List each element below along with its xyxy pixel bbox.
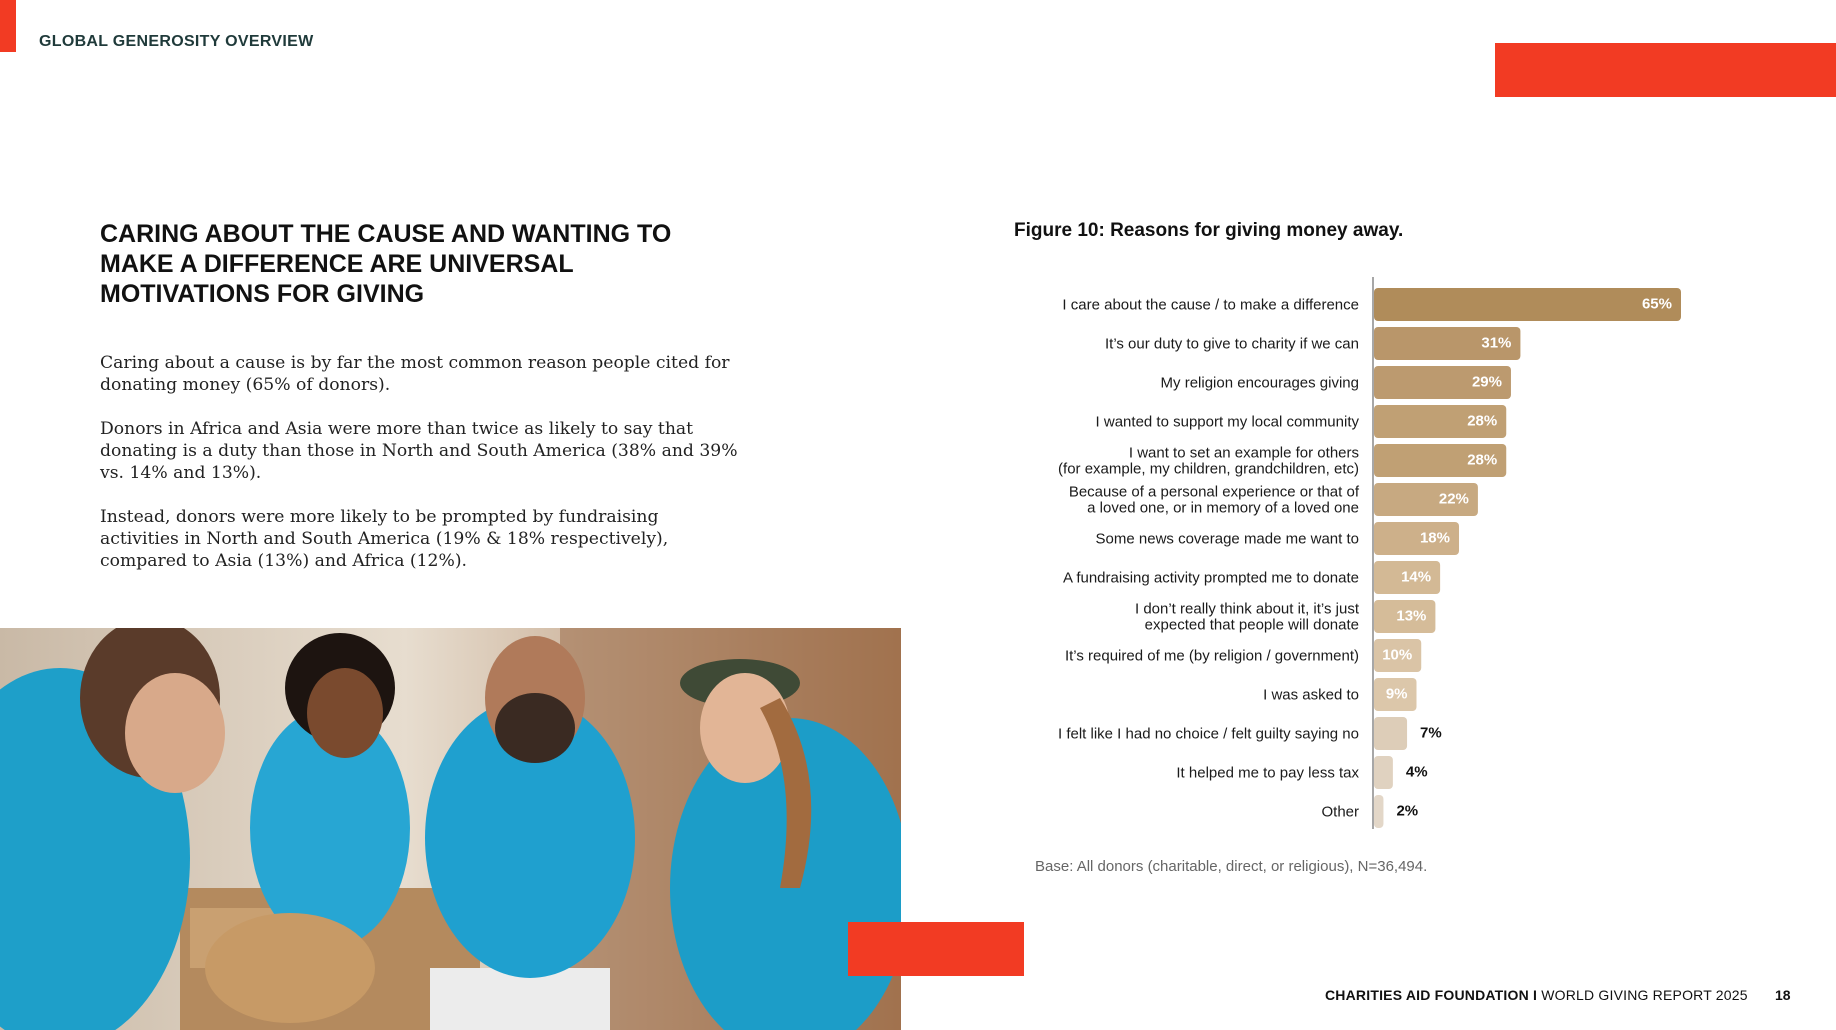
chart-value-label: 9%: [1385, 685, 1408, 703]
chart-value-label: 31%: [1481, 334, 1512, 352]
chart-value-label: 28%: [1467, 412, 1498, 430]
chart-value-label: 2%: [1396, 802, 1419, 820]
chart-category-label: Some news coverage made me want to: [1095, 530, 1359, 548]
chart-bar: [1374, 288, 1681, 321]
paragraph: Donors in Africa and Asia were more than twice as likely to say that donating is a duty than those in North and South America (38% and 39% vs. 14% and 13%).: [100, 419, 738, 483]
chart-category-label: I felt like I had no choice / felt guilty saying no: [1057, 725, 1359, 743]
chart-value-label: 7%: [1420, 724, 1442, 742]
chart-value-label: 65%: [1641, 295, 1672, 313]
chart-category-label: I don’t really think about it, it’s just expected that people will donate: [1134, 600, 1359, 634]
chart-value-label: 14%: [1401, 568, 1432, 586]
section-label: GLOBAL GENEROSITY OVERVIEW: [39, 33, 314, 50]
volunteers-photo-illustration: [0, 628, 901, 1030]
chart-value-label: 28%: [1467, 451, 1498, 469]
figure-base-note: Base: All donors (charitable, direct, or religious), N=36,494.: [1035, 858, 1428, 875]
chart-category-label: It’s required of me (by religion / government): [1064, 647, 1359, 665]
footer-report: WORLD GIVING REPORT 2025: [1541, 987, 1748, 1003]
chart-bar: [1374, 717, 1407, 750]
chart-category-label: A fundraising activity prompted me to donate: [1062, 569, 1359, 587]
chart-value-label: 18%: [1419, 529, 1451, 547]
chart-bar: [1374, 756, 1393, 789]
chart-category-label: I care about the cause / to make a difference: [1062, 296, 1359, 314]
chart-category-label: It helped me to pay less tax: [1176, 764, 1359, 782]
chart-category-label: I wanted to support my local community: [1095, 413, 1359, 431]
chart-value-label: 10%: [1382, 646, 1413, 664]
chart-value-label: 29%: [1471, 373, 1502, 391]
footer-credit: [1325, 987, 1748, 1003]
red-accent-bar-left: [0, 0, 16, 52]
page-number: 18: [1775, 987, 1791, 1003]
chart-category-label: My religion encourages giving: [1160, 374, 1359, 392]
chart-category-label: I was asked to: [1263, 686, 1359, 704]
volunteers-photo: [0, 628, 901, 1030]
chart-category-label: Other: [1321, 803, 1359, 821]
red-accent-block-bottom: [848, 922, 1024, 976]
body-text: [100, 352, 740, 594]
paragraph: Instead, donors were more likely to be prompted by fundraising activities in North and South America (19% & 18% respectively), compared to Asia (13%) and Africa (12%).: [100, 507, 669, 571]
chart-value-label: 22%: [1438, 490, 1469, 508]
chart-category-label: Because of a personal experience or that of a loved one, or in memory of a loved one: [1068, 483, 1359, 517]
figure-title: Figure 10: Reasons for giving money away.: [1014, 220, 1404, 241]
chart-category-label: It’s our duty to give to charity if we can: [1104, 335, 1359, 353]
footer-org: CHARITIES AID FOUNDATION I: [1325, 987, 1538, 1003]
paragraph: Caring about a cause is by far the most common reason people cited for donating money (65% of donors).: [100, 353, 730, 395]
reasons-bar-chart: [1000, 270, 1800, 840]
chart-category-label: I want to set an example for others (for example, my children, grandchildren, etc): [1058, 444, 1359, 478]
red-accent-bar-top-right: [1495, 43, 1836, 97]
chart-value-label: 4%: [1405, 763, 1428, 781]
chart-bar: [1374, 795, 1383, 828]
page-heading: CARING ABOUT THE CAUSE AND WANTING TO MAKE A DIFFERENCE ARE UNIVERSAL MOTIVATIONS FOR GIVING: [100, 220, 672, 308]
chart-value-label: 13%: [1396, 607, 1427, 625]
